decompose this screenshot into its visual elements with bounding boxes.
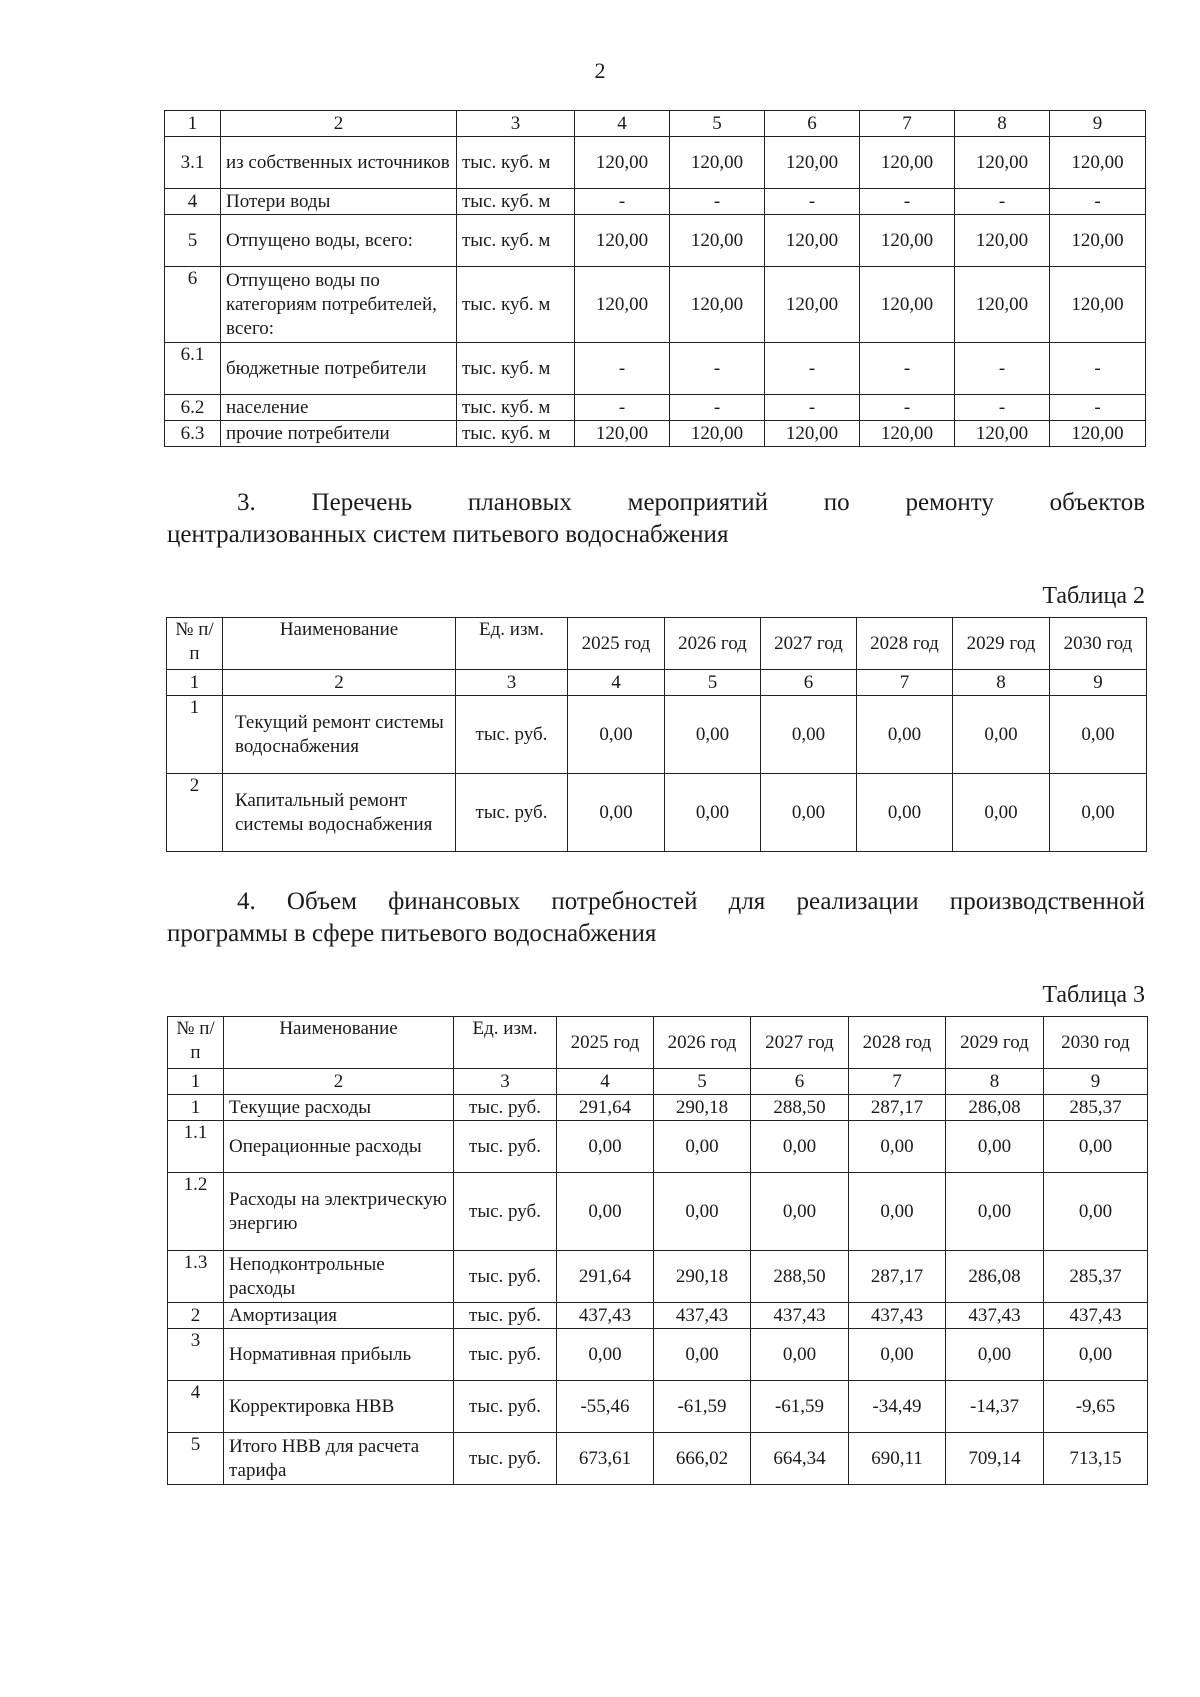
row-name: Амортизация: [224, 1303, 454, 1329]
row-number: 1.1: [168, 1121, 224, 1173]
row-unit: тыс. руб.: [454, 1381, 557, 1433]
header-unit: Ед. изм.: [454, 1017, 557, 1069]
value-cell: 285,37: [1044, 1251, 1148, 1303]
value-cell: 120,00: [575, 215, 670, 267]
value-cell: -: [670, 343, 765, 395]
value-cell: 0,00: [761, 774, 857, 852]
value-cell: 291,64: [557, 1251, 654, 1303]
table-cell: 4: [568, 670, 665, 696]
row-number: 6: [165, 267, 221, 343]
table-cell: 2: [223, 670, 456, 696]
header-year: 2025 год: [557, 1017, 654, 1069]
row-number: 1: [168, 1095, 224, 1121]
value-cell: -14,37: [946, 1381, 1044, 1433]
value-cell: 0,00: [1044, 1173, 1148, 1251]
row-number: 2: [168, 1303, 224, 1329]
value-cell: 290,18: [654, 1251, 751, 1303]
value-cell: -: [1050, 343, 1146, 395]
header-year: 2026 год: [654, 1017, 751, 1069]
row-number: 2: [167, 774, 223, 852]
row-unit: тыс. руб.: [456, 696, 568, 774]
value-cell: -: [860, 189, 955, 215]
row-number: 4: [165, 189, 221, 215]
value-cell: 120,00: [860, 137, 955, 189]
value-cell: -61,59: [654, 1381, 751, 1433]
row-number: 1: [167, 696, 223, 774]
value-cell: -: [765, 395, 860, 421]
value-cell: 437,43: [946, 1303, 1044, 1329]
value-cell: 291,64: [557, 1095, 654, 1121]
table-row: [168, 1121, 1148, 1173]
value-cell: 120,00: [955, 137, 1050, 189]
row-unit: тыс. руб.: [454, 1303, 557, 1329]
table-2-caption: Таблица 2: [1042, 583, 1145, 609]
value-cell: 437,43: [849, 1303, 946, 1329]
value-cell: -: [765, 189, 860, 215]
row-unit: тыс. руб.: [454, 1251, 557, 1303]
value-cell: -: [1050, 395, 1146, 421]
value-cell: 0,00: [557, 1121, 654, 1173]
value-cell: -: [670, 189, 765, 215]
value-cell: 288,50: [751, 1095, 849, 1121]
row-unit: тыс. куб. м: [457, 189, 575, 215]
value-cell: -9,65: [1044, 1381, 1148, 1433]
section-4-line-1: 4. Объем финансовых потребностей для реализации производственной: [237, 888, 1145, 915]
value-cell: 0,00: [1050, 774, 1147, 852]
table-cell: 8: [953, 670, 1050, 696]
value-cell: 290,18: [654, 1095, 751, 1121]
value-cell: 0,00: [849, 1121, 946, 1173]
header-name: Наименование: [224, 1017, 454, 1069]
header-year: 2028 год: [857, 618, 953, 670]
table-cell: 5: [654, 1069, 751, 1095]
value-cell: 666,02: [654, 1433, 751, 1485]
table-cell: 7: [857, 670, 953, 696]
row-unit: тыс. руб.: [454, 1095, 557, 1121]
table-cell: 1: [167, 670, 223, 696]
table-3-caption: Таблица 3: [1042, 982, 1145, 1008]
section-3-line-1: 3. Перечень плановых мероприятий по ремонту объектов: [237, 489, 1145, 516]
value-cell: 120,00: [670, 137, 765, 189]
table-row: [168, 1173, 1148, 1251]
table-2-index-row: [167, 670, 1147, 696]
value-cell: 0,00: [1044, 1121, 1148, 1173]
value-cell: -34,49: [849, 1381, 946, 1433]
table-cell: 6: [761, 670, 857, 696]
row-name: Отпущено воды по категориям потребителей, всего:: [221, 267, 457, 343]
row-unit: тыс. куб. м: [457, 395, 575, 421]
value-cell: 120,00: [670, 267, 765, 343]
row-name: Расходы на электрическую энергию: [224, 1173, 454, 1251]
row-name: Операционные расходы: [224, 1121, 454, 1173]
value-cell: 120,00: [1050, 267, 1146, 343]
row-name: население: [221, 395, 457, 421]
value-cell: 664,34: [751, 1433, 849, 1485]
table-row: [168, 1095, 1148, 1121]
value-cell: 0,00: [568, 696, 665, 774]
table-cell: 7: [860, 111, 955, 137]
value-cell: 120,00: [575, 267, 670, 343]
value-cell: 120,00: [765, 267, 860, 343]
table-cell: 4: [557, 1069, 654, 1095]
row-name: Отпущено воды, всего:: [221, 215, 457, 267]
row-name: Текущие расходы: [224, 1095, 454, 1121]
table-row: [165, 395, 1146, 421]
table-3-header-row: [168, 1017, 1148, 1069]
value-cell: 120,00: [1050, 137, 1146, 189]
table-1: [164, 110, 1146, 447]
value-cell: 0,00: [665, 696, 761, 774]
value-cell: 0,00: [654, 1121, 751, 1173]
value-cell: -: [670, 395, 765, 421]
row-unit: тыс. руб.: [454, 1433, 557, 1485]
row-number: 5: [168, 1433, 224, 1485]
value-cell: 437,43: [1044, 1303, 1148, 1329]
row-name: Капитальный ремонт системы водоснабжения: [223, 774, 456, 852]
row-number: 4: [168, 1381, 224, 1433]
value-cell: 120,00: [955, 267, 1050, 343]
header-year: 2028 год: [849, 1017, 946, 1069]
row-name: Нормативная прибыль: [224, 1329, 454, 1381]
value-cell: 0,00: [857, 774, 953, 852]
value-cell: 286,08: [946, 1251, 1044, 1303]
table-cell: 3: [456, 670, 568, 696]
value-cell: 0,00: [849, 1173, 946, 1251]
value-cell: 120,00: [1050, 215, 1146, 267]
value-cell: 0,00: [946, 1173, 1044, 1251]
table-cell: 5: [665, 670, 761, 696]
value-cell: 120,00: [765, 215, 860, 267]
value-cell: 0,00: [654, 1173, 751, 1251]
value-cell: -: [575, 189, 670, 215]
value-cell: -61,59: [751, 1381, 849, 1433]
header-name: Наименование: [223, 618, 456, 670]
table-row: [168, 1433, 1148, 1485]
value-cell: 0,00: [849, 1329, 946, 1381]
row-name: Неподконтрольные расходы: [224, 1251, 454, 1303]
header-year: 2025 год: [568, 618, 665, 670]
header-number: № п/п: [167, 618, 223, 670]
value-cell: -: [575, 343, 670, 395]
table-row: [167, 774, 1147, 852]
value-cell: 0,00: [557, 1173, 654, 1251]
table-cell: 9: [1050, 111, 1146, 137]
value-cell: 120,00: [670, 421, 765, 447]
value-cell: 713,15: [1044, 1433, 1148, 1485]
row-unit: тыс. руб.: [454, 1329, 557, 1381]
row-unit: тыс. куб. м: [457, 421, 575, 447]
row-unit: тыс. куб. м: [457, 137, 575, 189]
value-cell: 120,00: [765, 421, 860, 447]
value-cell: -: [860, 343, 955, 395]
row-number: 6.2: [165, 395, 221, 421]
value-cell: 120,00: [1050, 421, 1146, 447]
table-row: [165, 343, 1146, 395]
table-3: [167, 1016, 1148, 1485]
row-number: 3.1: [165, 137, 221, 189]
value-cell: 0,00: [568, 774, 665, 852]
value-cell: 0,00: [751, 1173, 849, 1251]
value-cell: 0,00: [953, 774, 1050, 852]
table-cell: 9: [1044, 1069, 1148, 1095]
value-cell: -: [765, 343, 860, 395]
value-cell: 120,00: [575, 137, 670, 189]
value-cell: 287,17: [849, 1251, 946, 1303]
value-cell: 437,43: [751, 1303, 849, 1329]
value-cell: -: [575, 395, 670, 421]
section-3-heading: [167, 487, 1145, 551]
table-row: [165, 421, 1146, 447]
value-cell: 0,00: [665, 774, 761, 852]
table-cell: 3: [457, 111, 575, 137]
header-year: 2027 год: [761, 618, 857, 670]
table-1-index-row: [165, 111, 1146, 137]
row-name: Корректировка НВВ: [224, 1381, 454, 1433]
table-cell: 5: [670, 111, 765, 137]
row-unit: тыс. руб.: [454, 1173, 557, 1251]
value-cell: 120,00: [860, 215, 955, 267]
value-cell: 288,50: [751, 1251, 849, 1303]
value-cell: -: [955, 189, 1050, 215]
value-cell: 0,00: [761, 696, 857, 774]
table-row: [165, 215, 1146, 267]
value-cell: 690,11: [849, 1433, 946, 1485]
row-name: Итого НВВ для расчета тарифа: [224, 1433, 454, 1485]
table-cell: 3: [454, 1069, 557, 1095]
row-name: бюджетные потребители: [221, 343, 457, 395]
table-row: [167, 696, 1147, 774]
table-3-index-row: [168, 1069, 1148, 1095]
row-unit: тыс. руб.: [456, 774, 568, 852]
section-4-line-2: программы в сфере питьевого водоснабжения: [167, 920, 657, 947]
value-cell: 673,61: [557, 1433, 654, 1485]
value-cell: 0,00: [857, 696, 953, 774]
table-cell: 2: [224, 1069, 454, 1095]
value-cell: 120,00: [860, 267, 955, 343]
value-cell: 709,14: [946, 1433, 1044, 1485]
table-cell: 6: [765, 111, 860, 137]
row-name: из собственных источников: [221, 137, 457, 189]
value-cell: 120,00: [955, 421, 1050, 447]
value-cell: 120,00: [860, 421, 955, 447]
table-row: [165, 137, 1146, 189]
value-cell: 120,00: [575, 421, 670, 447]
row-number: 3: [168, 1329, 224, 1381]
row-number: 1.2: [168, 1173, 224, 1251]
value-cell: 0,00: [654, 1329, 751, 1381]
table-row: [168, 1251, 1148, 1303]
value-cell: -55,46: [557, 1381, 654, 1433]
table-2-header-row: [167, 618, 1147, 670]
table-cell: 9: [1050, 670, 1147, 696]
table-cell: 6: [751, 1069, 849, 1095]
table-2: [166, 617, 1147, 852]
value-cell: -: [955, 395, 1050, 421]
row-unit: тыс. куб. м: [457, 215, 575, 267]
value-cell: 0,00: [557, 1329, 654, 1381]
value-cell: 437,43: [654, 1303, 751, 1329]
value-cell: 0,00: [1044, 1329, 1148, 1381]
value-cell: 120,00: [955, 215, 1050, 267]
row-name: Потери воды: [221, 189, 457, 215]
page-number: 2: [594, 58, 606, 83]
row-unit: тыс. куб. м: [457, 267, 575, 343]
row-name: прочие потребители: [221, 421, 457, 447]
table-cell: 8: [955, 111, 1050, 137]
value-cell: 0,00: [953, 696, 1050, 774]
table-row: [168, 1329, 1148, 1381]
row-number: 5: [165, 215, 221, 267]
value-cell: -: [1050, 189, 1146, 215]
row-number: 1.3: [168, 1251, 224, 1303]
table-row: [165, 267, 1146, 343]
value-cell: 285,37: [1044, 1095, 1148, 1121]
header-year: 2030 год: [1050, 618, 1147, 670]
row-number: 6.1: [165, 343, 221, 395]
value-cell: 0,00: [751, 1329, 849, 1381]
value-cell: 287,17: [849, 1095, 946, 1121]
value-cell: 0,00: [946, 1121, 1044, 1173]
table-cell: 1: [168, 1069, 224, 1095]
row-unit: тыс. куб. м: [457, 343, 575, 395]
table-row: [168, 1303, 1148, 1329]
row-number: 6.3: [165, 421, 221, 447]
value-cell: 120,00: [670, 215, 765, 267]
header-number: № п/п: [168, 1017, 224, 1069]
table-cell: 4: [575, 111, 670, 137]
table-row: [168, 1381, 1148, 1433]
section-3-line-2: централизованных систем питьевого водоснабжения: [167, 521, 729, 548]
row-unit: тыс. руб.: [454, 1121, 557, 1173]
header-unit: Ед. изм.: [456, 618, 568, 670]
table-row: [165, 189, 1146, 215]
value-cell: 437,43: [557, 1303, 654, 1329]
header-year: 2030 год: [1044, 1017, 1148, 1069]
table-cell: 8: [946, 1069, 1044, 1095]
value-cell: -: [955, 343, 1050, 395]
header-year: 2029 год: [946, 1017, 1044, 1069]
header-year: 2027 год: [751, 1017, 849, 1069]
header-year: 2026 год: [665, 618, 761, 670]
value-cell: 0,00: [751, 1121, 849, 1173]
row-name: Текущий ремонт системы водоснабжения: [223, 696, 456, 774]
value-cell: 0,00: [946, 1329, 1044, 1381]
value-cell: 0,00: [1050, 696, 1147, 774]
section-4-heading: [167, 886, 1145, 950]
value-cell: 286,08: [946, 1095, 1044, 1121]
table-cell: 2: [221, 111, 457, 137]
table-cell: 1: [165, 111, 221, 137]
value-cell: 120,00: [765, 137, 860, 189]
header-year: 2029 год: [953, 618, 1050, 670]
table-cell: 7: [849, 1069, 946, 1095]
value-cell: -: [860, 395, 955, 421]
